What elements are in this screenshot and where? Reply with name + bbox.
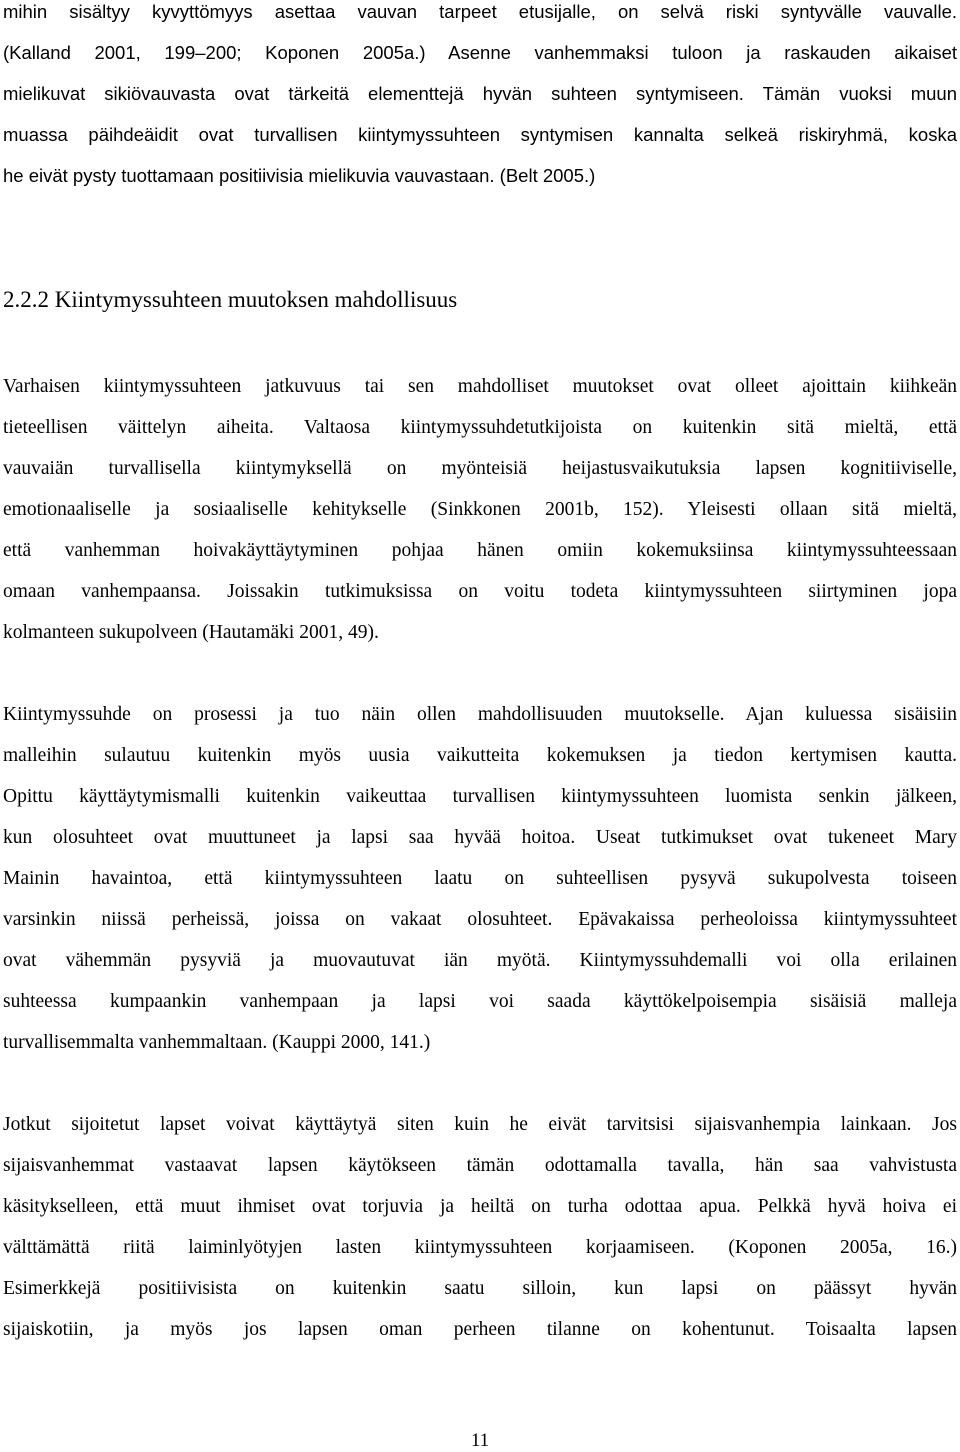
text-line: että vanhemman hoivakäyttäytyminen pohjaa hänen omiin kokemuksiinsa kiintymyssuhteessaan xyxy=(3,540,957,561)
text-line: emotionaaliselle ja sosiaaliselle kehitykselle (Sinkkonen 2001b, 152). Yleisesti ollaan sitä mieltä, xyxy=(3,499,957,520)
text-line: Opittu käyttäytymismalli kuitenkin vaikeuttaa turvallisen kiintymyssuhteen luomista senkin jälkeen, xyxy=(3,786,957,807)
text-line: suhteessa kumpaankin vanhempaan ja lapsi voi saada käyttökelpoisempia sisäisiä malleja xyxy=(3,991,957,1012)
text-line: kolmanteen sukupolveen (Hautamäki 2001, 49). xyxy=(3,622,379,643)
text-line: omaan vanhempaansa. Joissakin tutkimuksissa on voitu todeta kiintymyssuhteen siirtyminen jopa xyxy=(3,581,957,602)
text-line: sijaiskotiin, ja myös jos lapsen oman perheen tilanne on kohentunut. Toisaalta lapsen xyxy=(3,1319,957,1340)
text-line: he eivät pysty tuottamaan positiivisia mielikuvia vauvastaan. (Belt 2005.) xyxy=(3,165,596,186)
text-line: turvallisemmalta vanhemmaltaan. (Kauppi 2000, 141.) xyxy=(3,1032,431,1053)
text-line: vauvaiän turvallisella kiintymyksellä on myönteisiä heijastusvaikutuksia lapsen kognitiiviselle, xyxy=(3,458,957,479)
text-line: mihin sisältyy kyvyttömyys asettaa vauvan tarpeet etusijalle, on selvä riski syntyvälle vauvalle. xyxy=(3,1,957,22)
text-line: Mainin havaintoa, että kiintymyssuhteen laatu on suhteellisen pysyvä sukupolvesta toiseen xyxy=(3,868,957,889)
text-line: varsinkin niissä perheissä, joissa on vakaat olosuhteet. Epävakaissa perheoloissa kiintymyssuhteet xyxy=(3,909,957,930)
text-line: Jotkut sijoitetut lapset voivat käyttäytyä siten kuin he eivät tarvitsisi sijaisvanhempia lainkaan. Jos xyxy=(3,1114,957,1135)
text-line: malleihin sulautuu kuitenkin myös uusia vaikutteita kokemuksen ja tiedon kertymisen kautta. xyxy=(3,745,957,766)
text-line: muassa päihdeäidit ovat turvallisen kiintymyssuhteen syntymisen kannalta selkeä riskiryhmä, koska xyxy=(3,124,957,145)
text-line: kun olosuhteet ovat muuttuneet ja lapsi saa hyvää hoitoa. Useat tutkimukset ovat tukeneet Mary xyxy=(3,827,957,848)
text-line: (Kalland 2001, 199–200; Koponen 2005a.) Asenne vanhemmaksi tuloon ja raskauden aikaiset xyxy=(3,42,957,63)
text-line: tieteellisen väittelyn aiheita. Valtaosa kiintymyssuhdetutkijoista on kuitenkin sitä mieltä, että xyxy=(3,417,957,438)
text-line: Varhaisen kiintymyssuhteen jatkuvuus tai sen mahdolliset muutokset ovat olleet ajoittain kiihkeän xyxy=(3,376,957,397)
text-line: Esimerkkejä positiivisista on kuitenkin saatu silloin, kun lapsi on päässyt hyvän xyxy=(3,1278,957,1299)
text-line: välttämättä riitä laiminlyötyjen lasten kiintymyssuhteen korjaamiseen. (Koponen 2005a, 16.) xyxy=(3,1237,957,1258)
text-line: käsitykselleen, että muut ihmiset ovat torjuvia ja heiltä on turha odottaa apua. Pelkkä hyvä hoiva ei xyxy=(3,1196,957,1217)
text-line: Kiintymyssuhde on prosessi ja tuo näin ollen mahdollisuuden muutokselle. Ajan kuluessa sisäisiin xyxy=(3,704,957,725)
text-line: mielikuvat sikiövauvasta ovat tärkeitä elementtejä hyvän suhteen syntymiseen. Tämän vuoksi muun xyxy=(3,83,957,104)
text-line: sijaisvanhemmat vastaavat lapsen käytökseen tämän odottamalla tavalla, hän saa vahvistusta xyxy=(3,1155,957,1176)
text-line: ovat vähemmän pysyviä ja muovautuvat iän myötä. Kiintymyssuhdemalli voi olla erilainen xyxy=(3,950,957,971)
page-number: 11 xyxy=(470,1430,490,1451)
section-heading: 2.2.2 Kiintymyssuhteen muutoksen mahdollisuus xyxy=(3,287,458,312)
